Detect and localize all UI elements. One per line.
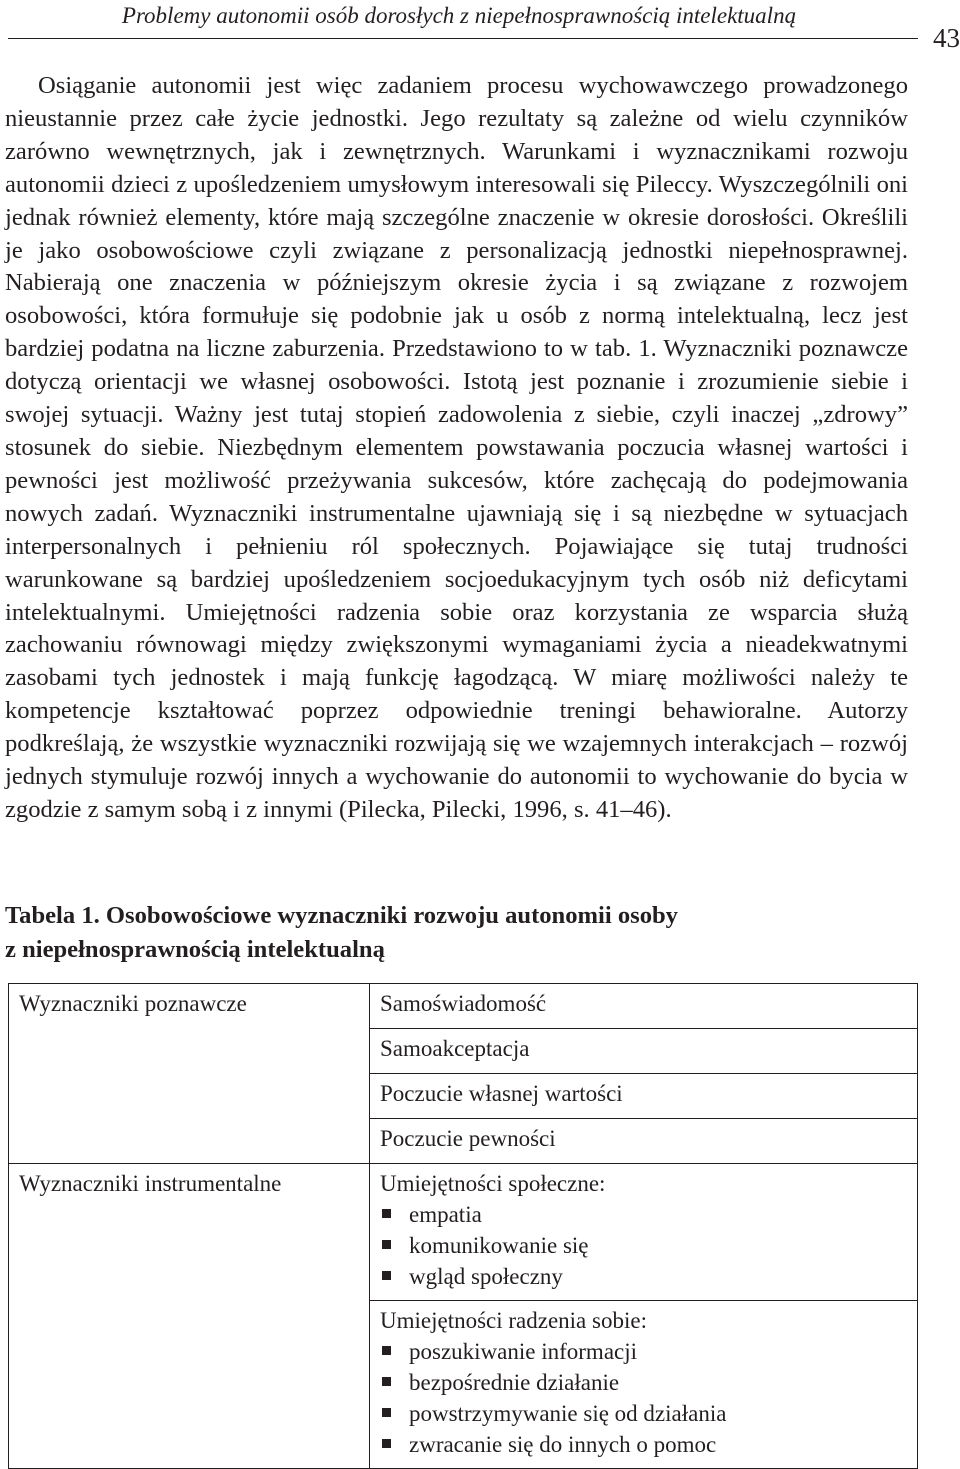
social-skills-heading: Umiejętności społeczne:: [380, 1171, 606, 1196]
coping-skills-cell: [370, 1301, 918, 1469]
social-skills-list: [380, 1199, 907, 1292]
body-paragraph: Osiąganie autonomii jest więc zadaniem procesu wychowawczego prowadzonego nieustannie przez całe życie jednostki. Jego rezultaty są zależne od wielu czynników zarówno wewnętrznych, jak i zewnętrznych. Warunkami i wyznacznikami rozwoju autonomii dzieci z upośledzeniem umysłowym interesowali się Pileccy. Wyszczególnili oni jednak również elementy, które mają szczególne znaczenie w okresie dorosłości. Określili je jako osobowościowe czyli związane z personalizacją jednostki niepełnosprawnej. Nabierają one znaczenia w późniejszym okresie życia i są związane z rozwojem osobowości, która formułuje się podobnie jak u osób z normą intelektualną, lecz jest bardziej podatna na liczne zaburzenia. Przedstawiono to w tab. 1. Wyznaczniki poznawcze dotyczą orientacji we własnej osobowości. Istotą jest poznanie i zrozumienie siebie i swojej sytuacji. Ważny jest tutaj stopień zadowolenia z siebie, czyli inaczej „zdrowy” stosunek do siebie. Niezbędnym elementem powstawania poczucia własnej wartości i pewności jest możliwość przeżywania sukcesów, które zachęcają do podejmowania nowych zadań. Wyznaczniki instrumentalne ujawniają się i są niezbędne w sytuacjach interpersonalnych i pełnieniu ról społecznych. Pojawiające się tutaj trudności warunkowane są bardziej upośledzeniem socjoedukacyjnym tych osób niż deficytami intelektualnymi. Umiejętności radzenia sobie oraz korzystania ze wsparcia służą zachowaniu równowagi między zwiększonymi wymaganiami życia a nieadekwatnymi zasobami tych jednostek i mają funkcję łagodzącą. W miarę możliwości należy te kompetencje kształtować poprzez odpowiednie treningi behawioralne. Autorzy podkreślają, że wszystkie wyznaczniki rozwijają się we wzajemnych interakcjach – rozwój jednych stymuluje rozwój innych a wychowanie do autonomii to wychowanie do bycia w zgodzie z samym sobą i z innymi (Pilecka, Pilecki, 1996, s. 41–46).: [5, 72, 908, 823]
header-rule: [8, 38, 918, 39]
cognitive-item-cell: Samoakceptacja: [370, 1029, 918, 1074]
cognitive-item-cell: Samoświadomość: [370, 984, 918, 1029]
table-caption-line-1: Tabela 1. Osobowościowe wyznaczniki rozwoju autonomii osoby: [5, 902, 678, 929]
cognitive-item-cell: Poczucie pewności: [370, 1119, 918, 1164]
list-item: empatia: [380, 1199, 907, 1230]
coping-skills-list: [380, 1336, 907, 1460]
table-caption: [5, 899, 915, 967]
list-item: powstrzymywanie się od działania: [380, 1398, 907, 1429]
list-item: zwracanie się do innych o pomoc: [380, 1429, 907, 1460]
coping-skills-heading: Umiejętności radzenia sobie:: [380, 1308, 647, 1333]
list-item: poszukiwanie informacji: [380, 1336, 907, 1367]
table-caption-line-2: z niepełnosprawnością intelektualną: [5, 936, 385, 963]
determinants-table-wrapper: [8, 983, 918, 1469]
list-item: komunikowanie się: [380, 1230, 907, 1261]
cognitive-item-cell: Poczucie własnej wartości: [370, 1074, 918, 1119]
social-skills-cell: [370, 1164, 918, 1301]
instrumental-label-cell: Wyznaczniki instrumentalne: [9, 1164, 370, 1469]
running-title: Problemy autonomii osób dorosłych z niepełnosprawnością intelektualną: [121, 3, 797, 28]
list-item: wgląd społeczny: [380, 1261, 907, 1292]
determinants-table: [8, 983, 918, 1469]
cognitive-label-cell: Wyznaczniki poznawcze: [9, 984, 370, 1164]
list-item: bezpośrednie działanie: [380, 1367, 907, 1398]
page-number: 43: [933, 23, 960, 53]
table-row: [9, 1164, 918, 1301]
table-row: [9, 984, 918, 1029]
